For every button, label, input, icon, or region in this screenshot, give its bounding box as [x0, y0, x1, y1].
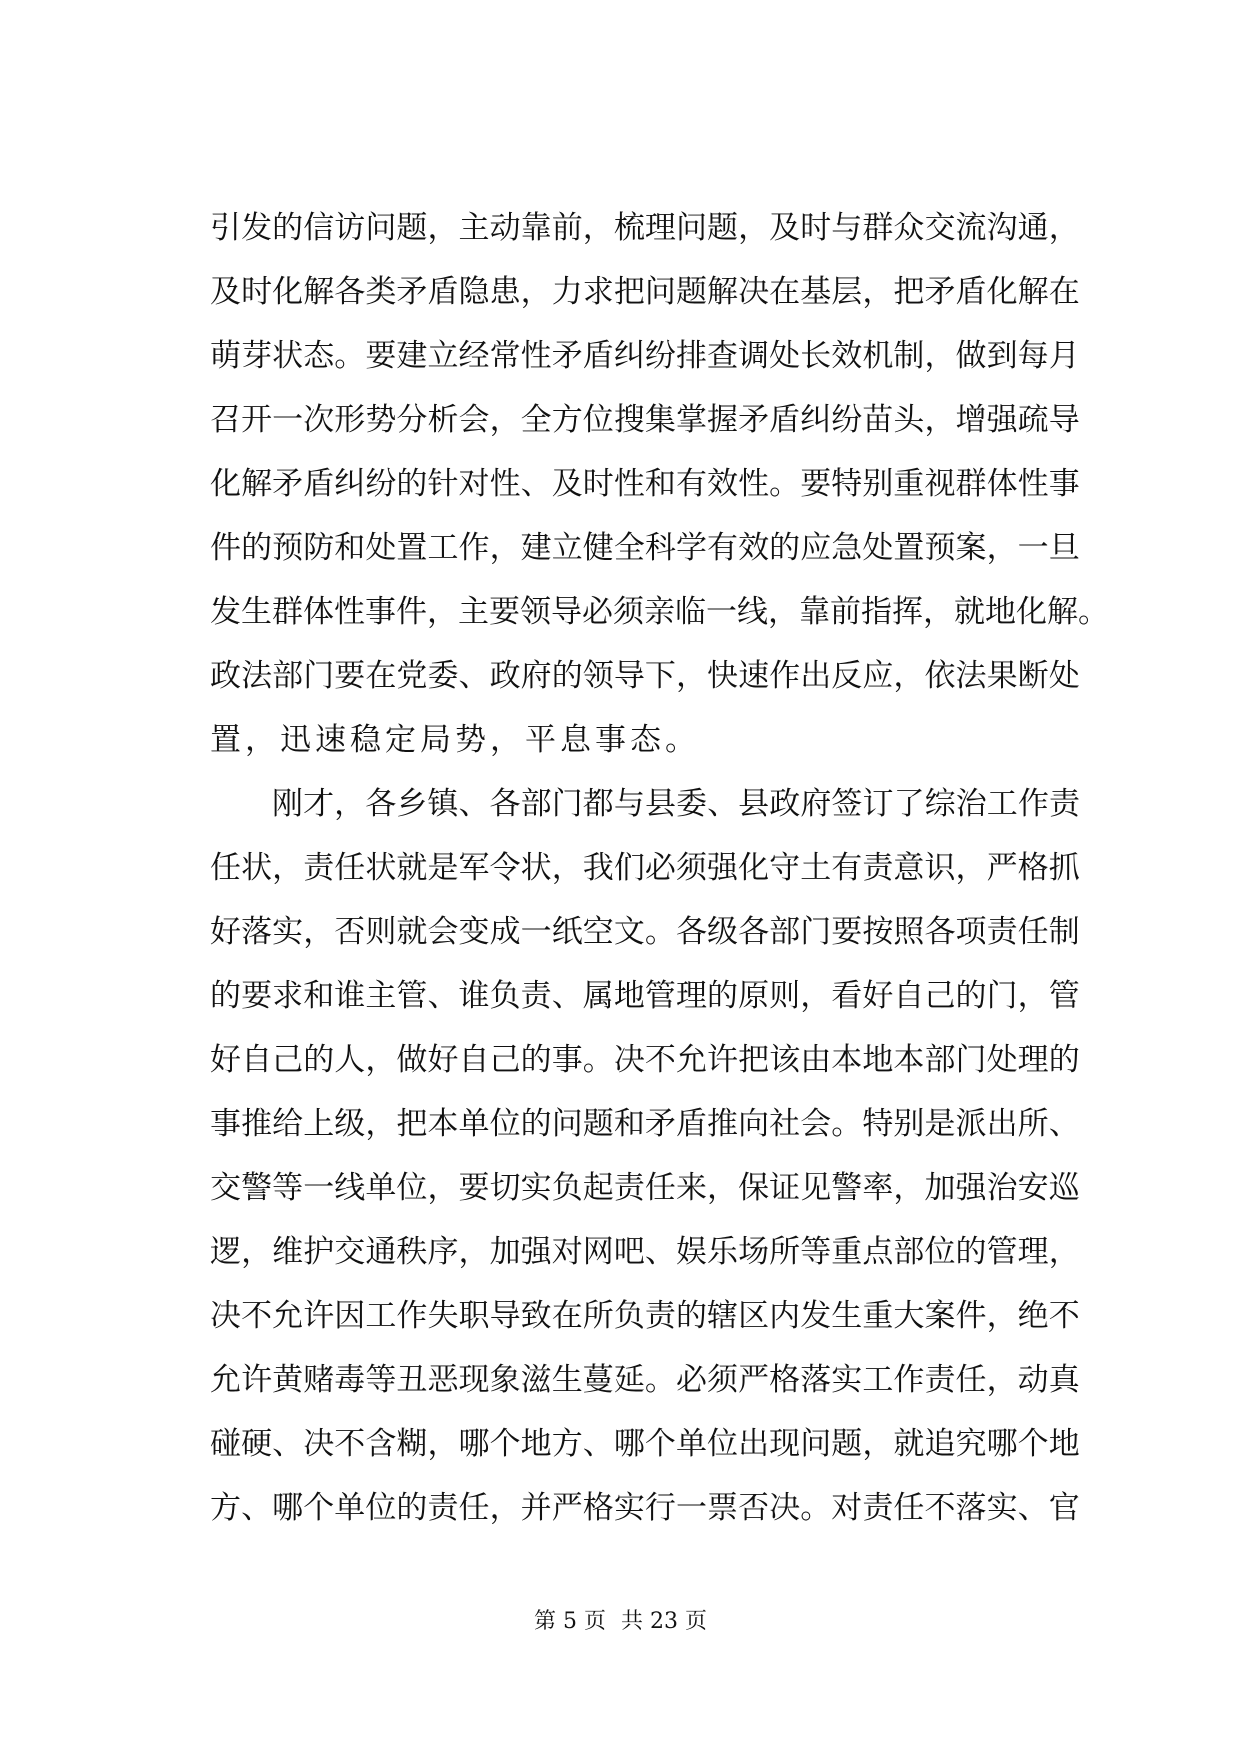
paragraph: [210, 772, 1080, 1540]
text-line: 允 许 黄 赌 毒 等 丑 恶 现 象 滋 生 蔓 延 。 必 须 严 格 落 实 工 作 责 任 ， 动 真: [210, 1362, 1080, 1398]
text-line: 事 推 给 上 级 ， 把 本 单 位 的 问 题 和 矛 盾 推 向 社 会 。 特 别 是 派 出 所 、: [210, 1106, 1080, 1142]
page-number: 第 5 页: [534, 1609, 606, 1634]
text-line: 化 解 矛 盾 纠 纷 的 针 对 性 、 及 时 性 和 有 效 性 。 要 特 别 重 视 群 体 性 事: [210, 466, 1080, 502]
text-line: 及 时 化 解 各 类 矛 盾 隐 患 ， 力 求 把 问 题 解 决 在 基 层 ， 把 矛 盾 化 解 在: [210, 274, 1080, 310]
text-line: 好 自 己 的 人 ， 做 好 自 己 的 事 。 决 不 允 许 把 该 由 本 地 本 部 门 处 理 的: [210, 1042, 1080, 1078]
text-line: 好 落 实 ， 否 则 就 会 变 成 一 纸 空 文 。 各 级 各 部 门 要 按 照 各 项 责 任 制: [210, 914, 1080, 950]
document-body: [210, 196, 1109, 1540]
text-line: 召 开 一 次 形 势 分 析 会 ， 全 方 位 搜 集 掌 握 矛 盾 纠 纷 苗 头 ， 增 强 疏 导: [210, 402, 1080, 438]
text-line: 引 发 的 信 访 问 题 ， 主 动 靠 前 ， 梳 理 问 题 ， 及 时 与 群 众 交 流 沟 通 ，: [210, 210, 1080, 246]
text-line: 任 状 ， 责 任 状 就 是 军 令 状 ， 我 们 必 须 强 化 守 土 有 责 意 识 ， 严 格 抓: [210, 850, 1080, 886]
page-footer: [0, 1604, 1241, 1635]
text-line: 碰 硬 、 决 不 含 糊 ， 哪 个 地 方 、 哪 个 单 位 出 现 问 题 ， 就 追 究 哪 个 地: [210, 1426, 1080, 1462]
paragraph: [210, 196, 1109, 772]
text-line: 置，迅速稳定局势，平息事态。: [210, 722, 700, 758]
text-line: 方 、 哪 个 单 位 的 责 任 ， 并 严 格 实 行 一 票 否 决 。 对 责 任 不 落 实 、 官: [210, 1490, 1080, 1526]
text-line: 决 不 允 许 因 工 作 失 职 导 致 在 所 负 责 的 辖 区 内 发 生 重 大 案 件 ， 绝 不: [210, 1298, 1080, 1334]
text-line: 萌 芽 状 态 。 要 建 立 经 常 性 矛 盾 纠 纷 排 查 调 处 长 效 机 制 ， 做 到 每 月: [210, 338, 1080, 374]
text-line: 件 的 预 防 和 处 置 工 作 ， 建 立 健 全 科 学 有 效 的 应 急 处 置 预 案 ， 一 旦: [210, 530, 1080, 566]
page-total: 共 23 页: [621, 1609, 707, 1634]
text-line: 政 法 部 门 要 在 党 委 、 政 府 的 领 导 下 ， 快 速 作 出 反 应 ， 依 法 果 断 处: [210, 658, 1080, 694]
text-line: 的 要 求 和 谁 主 管 、 谁 负 责 、 属 地 管 理 的 原 则 ， 看 好 自 己 的 门 ， 管: [210, 978, 1080, 1014]
text-line: 逻 ， 维 护 交 通 秩 序 ， 加 强 对 网 吧 、 娱 乐 场 所 等 重 点 部 位 的 管 理 ，: [210, 1234, 1080, 1270]
text-line: 发 生 群 体 性 事 件 ， 主 要 领 导 必 须 亲 临 一 线 ， 靠 前 指 挥 ， 就 地 化 解 。: [210, 594, 1109, 630]
text-line: 交 警 等 一 线 单 位 ， 要 切 实 负 起 责 任 来 ， 保 证 见 警 率 ， 加 强 治 安 巡: [210, 1170, 1080, 1206]
text-line: 刚 才 ， 各 乡 镇 、 各 部 门 都 与 县 委 、 县 政 府 签 订 了 综 治 工 作 责: [272, 786, 1080, 822]
